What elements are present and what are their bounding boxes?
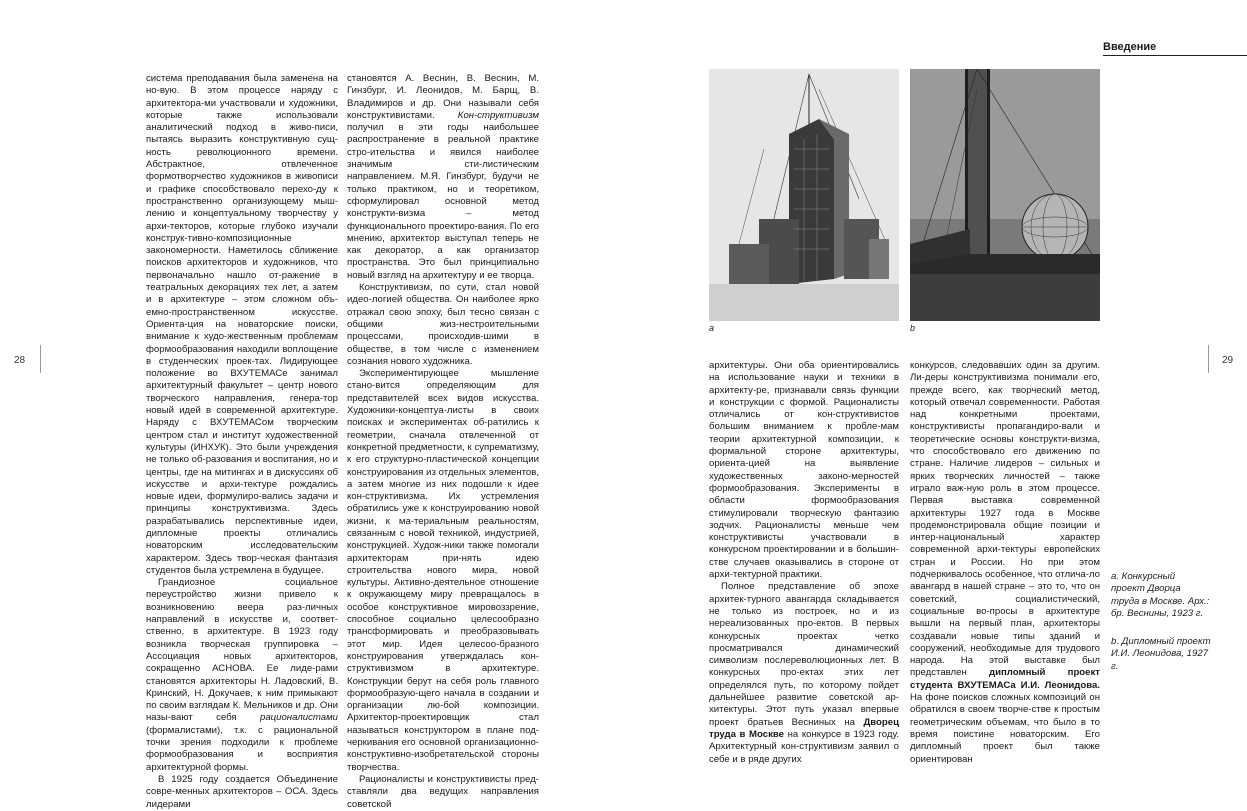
text-column-2	[347, 73, 539, 811]
page-number-left: 28	[14, 355, 26, 366]
figure-b-label: b	[910, 323, 916, 333]
left-margin-rule	[40, 345, 41, 373]
figure-b-image	[910, 69, 1100, 321]
page-number-right: 29	[1222, 355, 1234, 366]
paragraph: конкурсов, следовавших один за другим. Ли-деры конструктивизма понимали его, прежде всего, как творческий метод, который отвечал современности. Работая над конкретными проектами, конструктивисты пропагандиро-вали и теоретические основы конструкти-визма, что способствовало его движению по стране. Наличие лидеров – сильных и ярких творческих личностей – также играло важ-ную роль в этом процессе. Первая выставка современной архитектуры 1927 года в Москве продемонстрировала общие позиции и интер-национальный характер современной архи-тектуры европейских стран и России. Но при этом подчеркивалось особенное, что отлича-ло авангард в нашей стране – это то, что он советский, социалистический, социальные во-просы в архитектуре вышли на первый план, архитекторы создавали новые типы зданий и сооружений, необходимые для трудового народа. На этой выставке был представлен дипломный проект студента ВХУТЕМАСа И.И. Леонидова. На фоне поисков сложных композиций он обратился в своем творче-стве к простым геометрическим объемам, что было в то время поистине новаторским. Его дипломный проект был также ориентирован	[910, 360, 1100, 765]
figure-b-caption: b. Дипломный проект И.И. Леонидова, 1927 г.	[1111, 636, 1211, 672]
paragraph: В 1925 году создается Объединение совре-менных архитекторов – ОСА. Здесь лидерами	[146, 773, 338, 810]
figure-a-image	[709, 69, 899, 321]
paragraph: Экспериментирующее мышление стано-вится определяющим для представителей всех видов искусства. Художники-концептуа-листы в своих поисках и экспериментах об-ратились к геометрии, сначала отвлеченной от конкретной предметности, к супрематизму, к его структурно-пластической концепции конструирования из отдельных элементов, а затем многие из них подошли к идее кон-структивизма. Их устремления обратились уже к конструированию новой жизни, к ма-териальным реальностям, связанным с новой техникой, индустрией, конструкцией. Худож-ники также помогали архитекторам при-нять идею строительства нового мира, новой культуры. Активно-деятельное отношение к окружающему миру превращалось в особое конструктивное мировоззрение, способное социально целесообразно трансформировать и преобразовывать этот мир. Идея целесоо-бразного конструирования утверждалась кон-структивизмом в архитектуре. Конструкции берут на себя роль главного формообразую-щего начала в создании и организации лю-бой композиции. Архитектор-проектировщик стал называться конструктором в плане под-черкивания его основной организационно-конструктивно-изобретательской стороны творчества.	[347, 368, 539, 773]
figure-a-label: a	[709, 323, 715, 333]
text-column-1	[146, 73, 338, 811]
paragraph: архитектуры. Они оба ориентировались на использование науки и техники в архитекту-ре, признавали связь функции и конструкции с формой. Рационалисты отличались от кон-структивистов большим вниманием к пробле-мам теории архитектурной композиции, к формальной стороне архитектуры, ориента-цией на выявление художественных законо-мерностей формообразования. Эксперименты в области формообразования стимулировали творческую фантазию зодчих. Рационалисты меньше чем конструктивисты участвовали в конкурсном проектировании и в большин-стве случаев оказывались в стороне от архи-тектурной практики.	[709, 360, 899, 581]
right-margin-rule	[1208, 345, 1209, 373]
section-title: Введение	[1103, 41, 1157, 53]
paragraph: становятся А. Веснин, В. Веснин, М. Гинзбург, И. Леонидов, М. Барщ, В. Владимиров и др. Они называли себя конструктивистами. Кон-структивизм получил в эти годы наибольшее распространение в реальной практике стро-ительства и явился наиболее значимым сти-листическим направлением. М.Я. Гинзбург, будучи не только практиком, но и теоретиком, сформулировал основной метод конструкти-визма – метод функционального проектиро-вания. По его мнению, архитектор выступал теперь не как декоратор, а как организатор пространства. Это был принципиально новый взгляд на архитектуру и ее творца.	[347, 73, 539, 281]
figure-a-caption: a. Конкурсный проект Дворца труда в Москве. Арх.: бр. Веснины, 1923 г.	[1111, 571, 1210, 619]
paragraph: Грандиозное социальное переустройство жизни привело к возникновению веера раз-личных направлений в искусстве и, соответ-ственно, в архитектуре. В 1923 году возникла творческая группировка – Ассоциация новых архитекторов, сокращенно АСНОВА. Ее лиде-рами становятся архитекторы Н. Ладовский, В. Кринский, Н. Докучаев, к ним примыкают по своим взглядам К. Мельников и др. Они назы-вают себя рационалистами (формалистами), т.к. с рациональной точки зрения подходили к проблеме формообразования и восприятия архитектурной формы.	[146, 577, 338, 773]
paragraph: Полное представление об эпохе архитек-турного авангарда складывается не только из построек, но и из нереализованных про-ектов. В первых конкурсных проектах четко просматривался динамический символизм послереволюционных лет. В конкурсных про-ектах этих лет определялся путь, по которому пойдет дальнейшее развитие советской ар-хитектуры. Этот путь указал впервые проект братьев Весниных на Дворец труда в Москве на конкурсе в 1923 году. Архитектурный кон-структивизм заявил о себе и в ряде других	[709, 581, 899, 765]
leonidov-project-photo	[910, 69, 1100, 321]
paragraph: Рационалисты и конструктивисты пред-ставляли два ведущих направления советской	[347, 773, 539, 810]
paragraph: Конструктивизм, по сути, стал новой идео-логией общества. Он наиболее ярко отражал свою эпоху, был тесно связан с общими жиз-нестроительными процессами, происходив-шими в обществе, в том числе с изменением сознания нового художника.	[347, 282, 539, 367]
paragraph: система преподавания была заменена на но-вую. В этом процессе наряду с архитектора-ми участвовали и художники, которые также использовали аналитический подход в живо-писи, пытаясь выразить конструктивную сущ-ность революционного времени. Абстрактное, отвлеченное формотворчество художников в живописи и графике способствовало перехо-ду к пространственно организующему мыш-лению и концептуальному творчеству у архи-текторов, которые глубоко изучали конструк-тивно-композиционные закономерности. Наметилось сближение поисков архитекторов и художников, что первоначально нашло от-ражение в театральных декорациях тех лет, а затем и в архитектуре – этом сложном объ-емно-пространственном искусстве. Ориента-ция на новаторские поиски, внимание к худо-жественным проблемам формообразования находили воплощение в студенческих проек-тах. Лидирующее положение во ВХУТЕМАСе занимал архитектурный факультет – центр нового творческого направления, генера-тор новый идей в современной архитектуре. Наряду с ВХУТЕМАСом творческим центром стал и институт художественной культуры (ИНХУК). Это были учреждения не только об-разования и воспитания, но и центры, где на митингах и в дискуссиях об искусстве и архи-тектуре рождались новые идеи, формулиро-вались задачи и принципы конструктивизма. Здесь разрабатывались перспективные идеи, дипломные проекты отличались новаторским исследовательским характером. Здесь твор-ческая фантазия студентов была устремлена в будущее.	[146, 73, 338, 576]
text-column-4	[910, 360, 1100, 766]
text-column-3	[709, 360, 899, 766]
palace-of-labour-drawing	[709, 69, 899, 321]
section-rule	[1103, 55, 1247, 56]
